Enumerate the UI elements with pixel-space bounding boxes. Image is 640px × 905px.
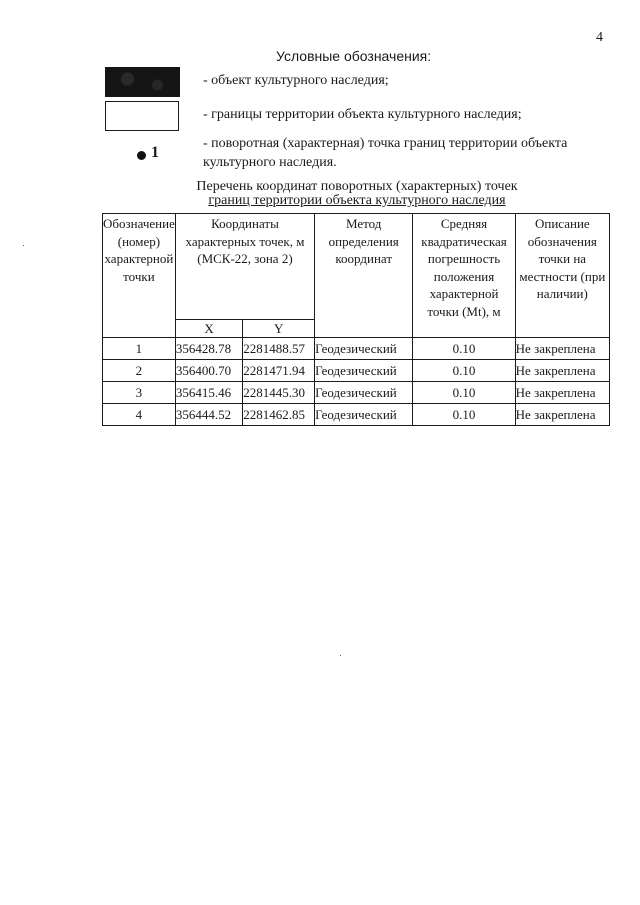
coordinates-list-title [100, 180, 614, 208]
cell-method: Геодезический [315, 338, 413, 360]
cell-num: 2 [103, 360, 176, 382]
coordinates-list-title-line1: Перечень координат поворотных (характерных) точек [196, 179, 518, 194]
cell-y: 2281471.94 [243, 360, 315, 382]
cell-description: Не закреплена [515, 404, 609, 426]
header-error: Средняя квадратическая погрешность положения характерной точки (Mt), м [413, 214, 515, 338]
cell-method: Геодезический [315, 360, 413, 382]
cell-error: 0.10 [413, 338, 515, 360]
cell-y: 2281445.30 [243, 382, 315, 404]
table-row [103, 338, 610, 360]
boundary-icon [105, 101, 179, 131]
header-coordinates: Координаты характерных точек, м (МСК-22, зона 2) [175, 214, 314, 320]
table-row [103, 360, 610, 382]
cell-error: 0.10 [413, 382, 515, 404]
turning-point-marker-label: 1 [151, 144, 159, 161]
cell-method: Геодезический [315, 382, 413, 404]
scan-speck [23, 245, 24, 246]
cell-description: Не закреплена [515, 360, 609, 382]
table-header-row [103, 214, 610, 320]
cell-description: Не закреплена [515, 382, 609, 404]
cell-y: 2281488.57 [243, 338, 315, 360]
cell-method: Геодезический [315, 404, 413, 426]
header-description: Описание обозначения точки на местности (при наличии) [515, 214, 609, 338]
header-y: Y [243, 320, 315, 338]
heritage-object-icon [105, 67, 180, 97]
cell-x: 356400.70 [175, 360, 242, 382]
table-row [103, 404, 610, 426]
cell-description: Не закреплена [515, 338, 609, 360]
cell-error: 0.10 [413, 360, 515, 382]
cell-num: 3 [103, 382, 176, 404]
legend-title: Условные обозначения: [276, 48, 432, 64]
cell-x: 356415.46 [175, 382, 242, 404]
cell-num: 1 [103, 338, 176, 360]
cell-num: 4 [103, 404, 176, 426]
coordinates-list-title-line2: границ территории объекта культурного наследия [208, 193, 506, 208]
legend-item-turning-point: - поворотная (характерная) точка границ территории объекта культурного наследия. [203, 136, 568, 170]
cell-x: 356444.52 [175, 404, 242, 426]
page-number: 4 [596, 30, 603, 45]
scan-speck [340, 655, 341, 656]
header-x: X [175, 320, 242, 338]
cell-error: 0.10 [413, 404, 515, 426]
legend-item-heritage-object: - объект культурного наследия; [203, 73, 389, 88]
coordinates-table [102, 213, 610, 426]
legend-item-boundary: - границы территории объекта культурного наследия; [203, 107, 522, 122]
cell-y: 2281462.85 [243, 404, 315, 426]
header-method: Метод определения координат [315, 214, 413, 338]
header-designation: Обозначение (номер) характерной точки [103, 214, 176, 338]
turning-point-icon [137, 151, 146, 160]
cell-x: 356428.78 [175, 338, 242, 360]
table-row [103, 382, 610, 404]
